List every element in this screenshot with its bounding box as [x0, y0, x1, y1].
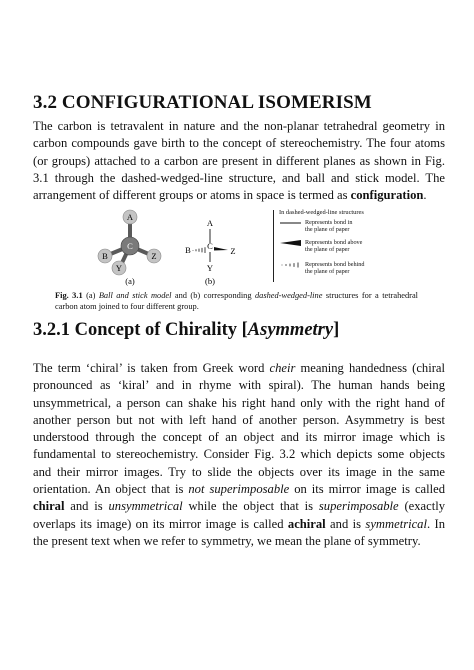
label-y: Y — [115, 263, 123, 273]
wedge-structure — [176, 206, 256, 288]
panel-label-a: (a) — [125, 276, 135, 286]
emphasis-run: Ball and stick model — [98, 291, 172, 300]
panel-label-b: (b) — [205, 276, 215, 286]
emphasis-run: cheir — [269, 361, 296, 375]
section-heading: 3.2 CONFIGURATIONAL ISOMERISM — [33, 92, 372, 113]
chirality-paragraph: The term ‘chiral’ is taken from Greek word cheir meaning handedness (chiral pronounced as ‘kiral’ and in rhyme with spiral). The human hands being unsymmetrical, a person can shake his right hand only with the right hand of another person but not with left hand of another person. Asymmetry is best understood through the concept of an object and its mirror image which is fundamental to stereochemistry. Consider Fig. 3.2 which depicts some objects and their mirror images. Try to slide the objects over its image in the same orientation. An object that is not superimposable on its mirror image is called chiral and is unsymmetrical while the object that is superimposable (exactly overlaps its image) on its mirror image is called achiral and is symmetrical. In the present text when we refer to symmetry, we mean the plane of symmetry. — [33, 361, 446, 548]
legend-text: Represents bond in the plane of paper — [305, 219, 353, 233]
emphasis-run: dashed-wedged-line — [254, 291, 323, 300]
emphasis-run: not superimposable — [188, 482, 290, 497]
legend-text: Represents bond above the plane of paper — [305, 239, 363, 253]
legend-text: Represents bond behind the plane of paper — [305, 261, 365, 275]
label-b: B — [102, 251, 108, 261]
label-y: Y — [206, 263, 214, 273]
emphasis-run: Asymmetry — [247, 320, 334, 340]
line-icon — [279, 219, 303, 227]
emphasis-run: Fig. 3.1 — [55, 291, 83, 300]
dashed-wedge-icon — [279, 261, 303, 269]
label-a: A — [126, 212, 134, 222]
label-z: Z — [230, 246, 236, 256]
wedge-icon — [279, 239, 303, 247]
legend-item-above — [279, 239, 429, 256]
label-a: A — [206, 218, 214, 228]
bond-legend — [273, 210, 431, 282]
intro-paragraph: The carbon is tetravalent in nature and the non-planar tetrahedral geometry in carbon compounds gave birth to the concept of stereochemistry. The four atoms (or groups) attached to a carbon are present in different planes as shown in Fig. 3.1 through the dashed-wedged-line structure, and ball and stick model. The arrangement of different groups or atoms in space is termed as configuration. — [33, 119, 445, 203]
emphasis-run: superimposable — [318, 499, 399, 514]
legend-item-behind — [279, 261, 429, 278]
legend-item-in-plane — [279, 219, 429, 236]
figure-3-1 — [90, 206, 430, 288]
figure-caption: Fig. 3.1 (a) Ball and stick model and (b) corresponding dashed-wedged-line structures for a tetrahedral carbon atom joined to four different group. — [55, 291, 418, 311]
ball-stick-model — [90, 206, 170, 288]
emphasis-run: configuration — [350, 188, 424, 203]
label-c: C — [127, 241, 133, 251]
emphasis-run: unsymmetrical — [108, 499, 183, 514]
label-z: Z — [151, 251, 157, 261]
emphasis-run: symmetrical — [365, 516, 427, 531]
emphasis-run: achiral — [287, 516, 326, 531]
emphasis-run: chiral — [33, 499, 65, 514]
legend-title: In dashed-wedged-line structures — [279, 209, 364, 216]
solid-wedge-bond — [214, 247, 228, 251]
label-c: C — [207, 241, 213, 251]
label-b: B — [185, 245, 191, 255]
dashed-wedge-bond — [193, 247, 205, 253]
subsection-heading: 3.2.1 Concept of Chirality [Asymmetry] — [33, 320, 340, 340]
